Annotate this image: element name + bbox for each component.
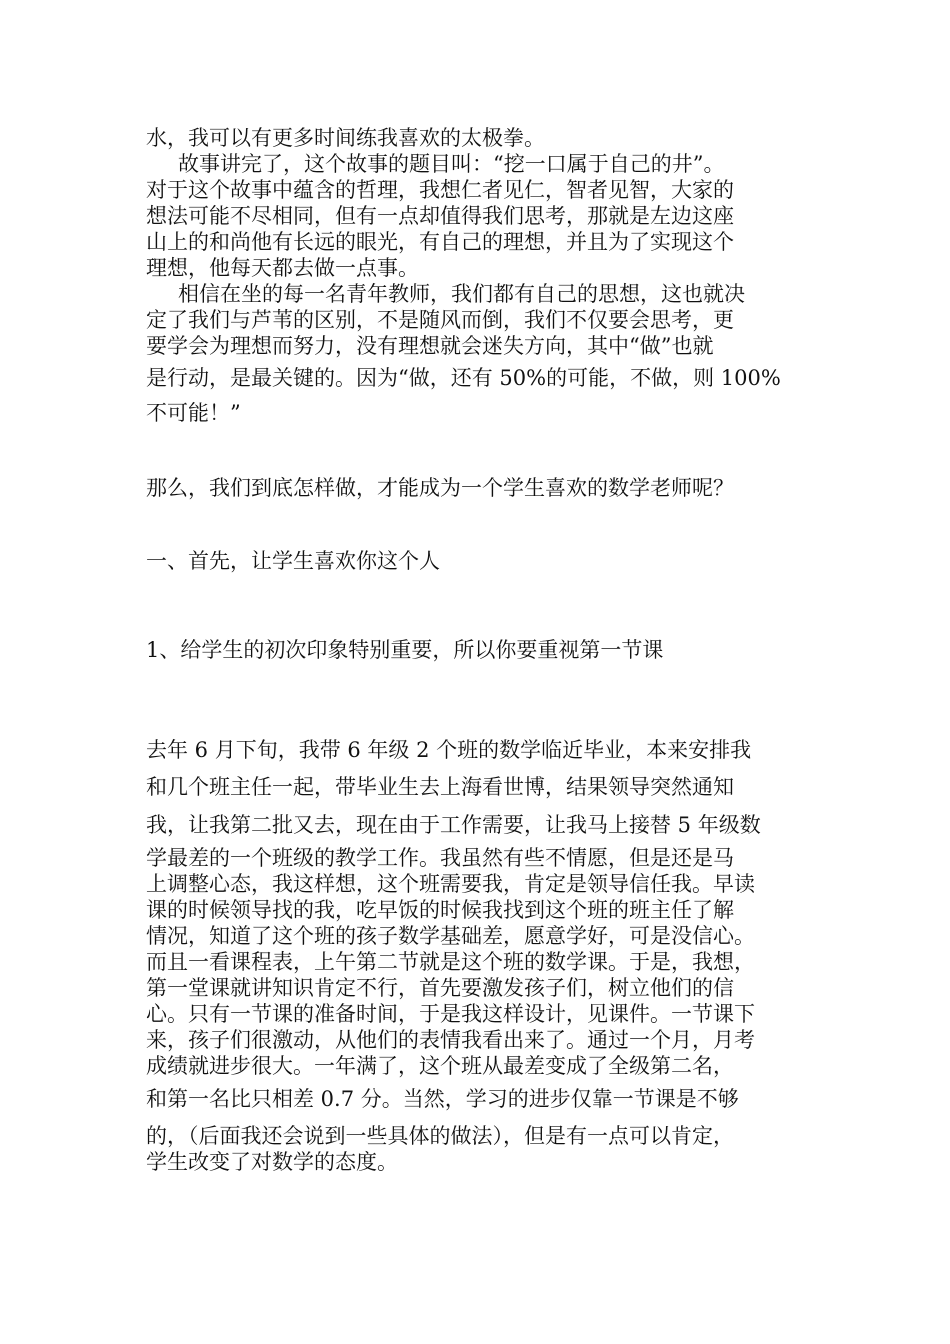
text-line: 学生改变了对数学的态度。 — [146, 1150, 398, 1174]
text-line: 故事讲完了，这个故事的题目叫：“挖一口属于自己的井”。 — [178, 152, 725, 176]
subsection-heading: 1、给学生的初次印象特别重要，所以你要重视第一节课 — [146, 638, 664, 662]
text-line: 和几个班主任一起，带毕业生去上海看世博，结果领导突然通知 — [146, 775, 734, 799]
text-line: 上调整心态，我这样想，这个班需要我，肯定是领导信任我。早读 — [146, 872, 755, 896]
question-line: 那么，我们到底怎样做，才能成为一个学生喜欢的数学老师呢？ — [146, 476, 734, 500]
text-line: 来，孩子们很激动，从他们的表情我看出来了。通过一个月，月考 — [146, 1028, 755, 1052]
text-line: 要学会为理想而努力，没有理想就会迷失方向，其中“做”也就 — [146, 334, 714, 358]
text-line: 情况，知道了这个班的孩子数学基础差，愿意学好，可是没信心。 — [146, 924, 755, 948]
text-line: 的，（后面我还会说到一些具体的做法），但是有一点可以肯定， — [146, 1124, 734, 1148]
text-line: 定了我们与芦苇的区别，不是随风而倒，我们不仅要会思考，更 — [146, 308, 734, 332]
text-line: 山上的和尚他有长远的眼光，有自己的理想，并且为了实现这个 — [146, 230, 734, 254]
section-heading: 一、首先，让学生喜欢你这个人 — [146, 549, 440, 573]
text-line: 去年 6 月下旬，我带 6 年级 2 个班的数学临近毕业，本来安排我 — [146, 738, 752, 762]
text-line: 想法可能不尽相同，但有一点却值得我们思考，那就是左边这座 — [146, 204, 734, 228]
text-line: 心。只有一节课的准备时间，于是我这样设计，见课件。一节课下 — [146, 1002, 755, 1026]
text-line: 成绩就进步很大。一年满了，这个班从最差变成了全级第二名， — [146, 1054, 734, 1078]
text-line: 而且一看课程表，上午第二节就是这个班的数学课。于是，我想， — [146, 950, 755, 974]
text-line: 学最差的一个班级的教学工作。我虽然有些不情愿，但是还是马 — [146, 846, 734, 870]
text-line: 和第一名比只相差 0.7 分。当然，学习的进步仅靠一节课是不够 — [146, 1087, 739, 1111]
text-line: 课的时候领导找的我，吃早饭的时候我找到这个班的班主任了解 — [146, 898, 734, 922]
text-line: 理想，他每天都去做一点事。 — [146, 256, 419, 280]
text-line: 我，让我第二批又去，现在由于工作需要，让我马上接替 5 年级数 — [146, 813, 761, 837]
text-line: 第一堂课就讲知识肯定不行，首先要激发孩子们，树立他们的信 — [146, 976, 734, 1000]
text-line: 相信在坐的每一名青年教师，我们都有自己的思想，这也就决 — [178, 282, 745, 306]
text-line: 不可能！” — [146, 401, 241, 425]
text-line: 是行动，是最关键的。因为“做，还有 50%的可能，不做，则 100% — [146, 366, 781, 390]
text-line: 对于这个故事中蕴含的哲理，我想仁者见仁，智者见智，大家的 — [146, 178, 734, 202]
text-line: 水，我可以有更多时间练我喜欢的太极拳。 — [146, 126, 545, 150]
